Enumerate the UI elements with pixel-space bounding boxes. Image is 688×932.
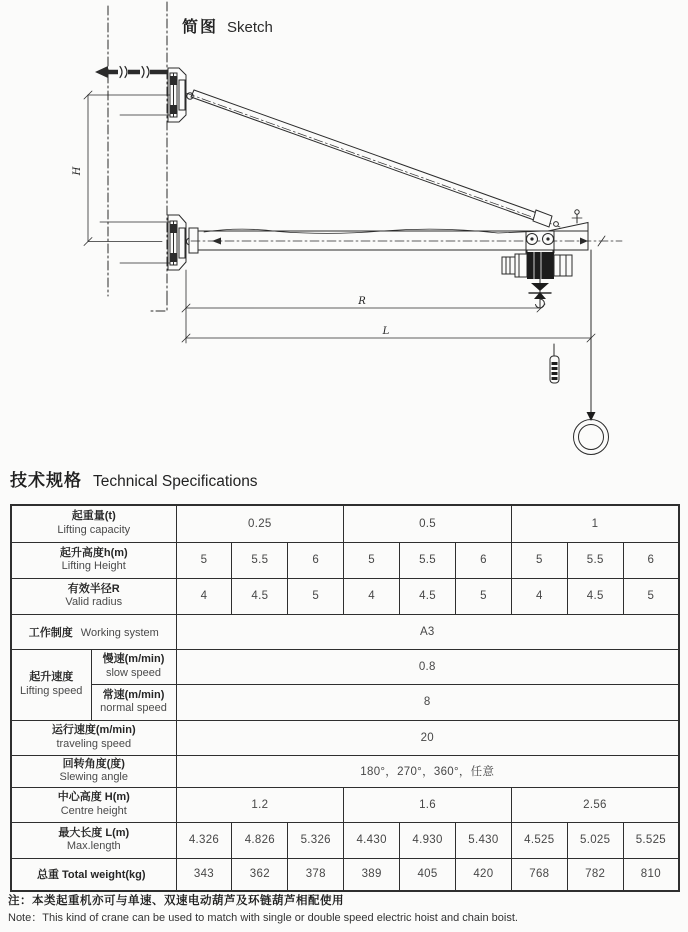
footnotes: [8, 892, 518, 925]
label-zh: 常速(m/min): [102, 688, 165, 701]
label-zh: 起升速度: [29, 671, 74, 684]
max-length-value: 5.430: [455, 822, 511, 858]
height-value: 5: [344, 542, 400, 578]
height-value: 6: [623, 542, 679, 578]
label-working-system: [11, 614, 176, 649]
radius-value: 5: [623, 578, 679, 614]
radius-value: 5: [288, 578, 344, 614]
total-weight-value: 405: [400, 858, 456, 891]
label-zh: 中心高度 H(m): [57, 791, 130, 804]
label-total-weight: [11, 858, 176, 891]
max-length-value: 4.326: [176, 822, 232, 858]
normal-speed-value: 8: [176, 684, 679, 720]
wall-column-centerlines: [108, 2, 167, 311]
max-length-value: 4.826: [232, 822, 288, 858]
total-weight-value: 420: [455, 858, 511, 891]
radius-value: 4: [176, 578, 232, 614]
height-value: 6: [288, 542, 344, 578]
working-system-value: A3: [176, 614, 679, 649]
total-weight-value: 768: [511, 858, 567, 891]
upper-wall-bracket: [168, 68, 193, 122]
label-zh: 最大长度 L(m): [58, 826, 130, 839]
label-en: Working system: [80, 626, 159, 639]
slewing-angle-value: 180°，270°，360°，任意: [176, 755, 679, 787]
sketch-title-en: Sketch: [227, 19, 273, 36]
radius-value: 4: [344, 578, 400, 614]
label-zh: 起重量(t): [71, 510, 116, 523]
radius-value: 4: [511, 578, 567, 614]
label-en: Valid radius: [65, 596, 123, 609]
height-value: 6: [455, 542, 511, 578]
max-length-value: 5.326: [288, 822, 344, 858]
label-slow-speed: [91, 649, 176, 684]
label-lifting-height: [11, 542, 176, 578]
row-centre-height: [11, 787, 679, 822]
height-value: 5: [176, 542, 232, 578]
centre-height-value: 1.2: [176, 787, 344, 822]
total-weight-value: 389: [344, 858, 400, 891]
height-value: 5: [511, 542, 567, 578]
label-slewing-angle: [11, 755, 176, 787]
total-weight-value: 378: [288, 858, 344, 891]
max-length-value: 4.525: [511, 822, 567, 858]
row-traveling-speed: [11, 720, 679, 755]
max-length-value: 4.930: [400, 822, 456, 858]
label-lifting-capacity: [11, 505, 176, 542]
anchor-bolt: [95, 66, 168, 79]
label-traveling-speed: [11, 720, 176, 755]
radius-value: 5: [455, 578, 511, 614]
label-zh: 工作制度: [28, 626, 73, 639]
max-length-value: 4.430: [344, 822, 400, 858]
label-en: Lifting capacity: [57, 524, 131, 537]
label-en: normal speed: [100, 702, 167, 715]
row-lifting-capacity: [11, 505, 679, 542]
spec-section-title: [10, 466, 258, 491]
footnote-en: Note：This kind of crane can be used to match with single or double speed electric hoist and chain boist.: [8, 912, 518, 924]
footnote-zh: 注：本类起重机亦可与单速、双速电动葫芦及环链葫芦相配使用: [8, 895, 344, 907]
height-value: 5.5: [567, 542, 623, 578]
spec-title-en: Technical Specifications: [93, 473, 258, 490]
row-slewing-angle: [11, 755, 679, 787]
label-zh: 有效半径R: [67, 582, 120, 595]
spec-title-zh: 技术规格: [10, 471, 82, 490]
label-lifting-speed: [11, 649, 91, 720]
capacity-value: 1: [511, 505, 679, 542]
label-zh: 回转角度(度): [62, 757, 125, 770]
tie-rod: [186, 90, 560, 227]
row-normal-speed: [11, 684, 679, 720]
label-en: Lifting speed: [20, 684, 83, 697]
row-valid-radius: [11, 578, 679, 614]
label-max-length: [11, 822, 176, 858]
dim-label-l: L: [382, 326, 390, 337]
row-max-length: [11, 822, 679, 858]
radius-value: 4.5: [567, 578, 623, 614]
pendant-control: [550, 344, 559, 383]
traveling-speed-value: 20: [176, 720, 679, 755]
row-working-system: [11, 614, 679, 649]
label-valid-radius: [11, 578, 176, 614]
spec-table: [10, 504, 680, 892]
total-weight-value: 810: [623, 858, 679, 891]
crane-sketch-diagram: [0, 0, 688, 462]
sketch-title-zh: 简图: [182, 19, 219, 36]
row-total-weight: [11, 858, 679, 891]
dim-label-r: R: [358, 296, 366, 307]
slow-speed-value: 0.8: [176, 649, 679, 684]
label-en: Centre height: [60, 804, 127, 817]
total-weight-value: 343: [176, 858, 232, 891]
capacity-value: 0.25: [176, 505, 344, 542]
jib-beam: [189, 210, 622, 253]
label-zh: 运行速度(m/min): [51, 724, 136, 737]
row-slow-speed: [11, 649, 679, 684]
total-weight-value: 782: [567, 858, 623, 891]
row-lifting-height: [11, 542, 679, 578]
hook-block: [529, 279, 551, 308]
label-en: Max.length: [66, 840, 121, 853]
label-zh: 慢速(m/min): [102, 653, 165, 666]
label-en: Lifting Height: [61, 560, 126, 573]
label-centre-height: [11, 787, 176, 822]
height-value: 5.5: [400, 542, 456, 578]
label-normal-speed: [91, 684, 176, 720]
max-length-value: 5.525: [623, 822, 679, 858]
sketch-title: [182, 14, 273, 37]
capacity-value: 0.5: [344, 505, 512, 542]
label-zh: 起升高度h(m): [59, 546, 128, 559]
label-zh: 总重 Total weight(kg): [36, 869, 146, 882]
label-en: Slewing angle: [59, 771, 128, 784]
centre-height-value: 1.6: [344, 787, 512, 822]
total-weight-value: 362: [232, 858, 288, 891]
radius-value: 4.5: [232, 578, 288, 614]
dimension-h: [84, 91, 170, 263]
height-value: 5.5: [232, 542, 288, 578]
label-en: slow speed: [105, 666, 162, 679]
centre-height-value: 2.56: [511, 787, 679, 822]
label-en: traveling speed: [56, 737, 132, 750]
radius-value: 4.5: [400, 578, 456, 614]
dim-label-h: H: [72, 166, 83, 176]
hook-ring: [574, 250, 609, 455]
max-length-value: 5.025: [567, 822, 623, 858]
